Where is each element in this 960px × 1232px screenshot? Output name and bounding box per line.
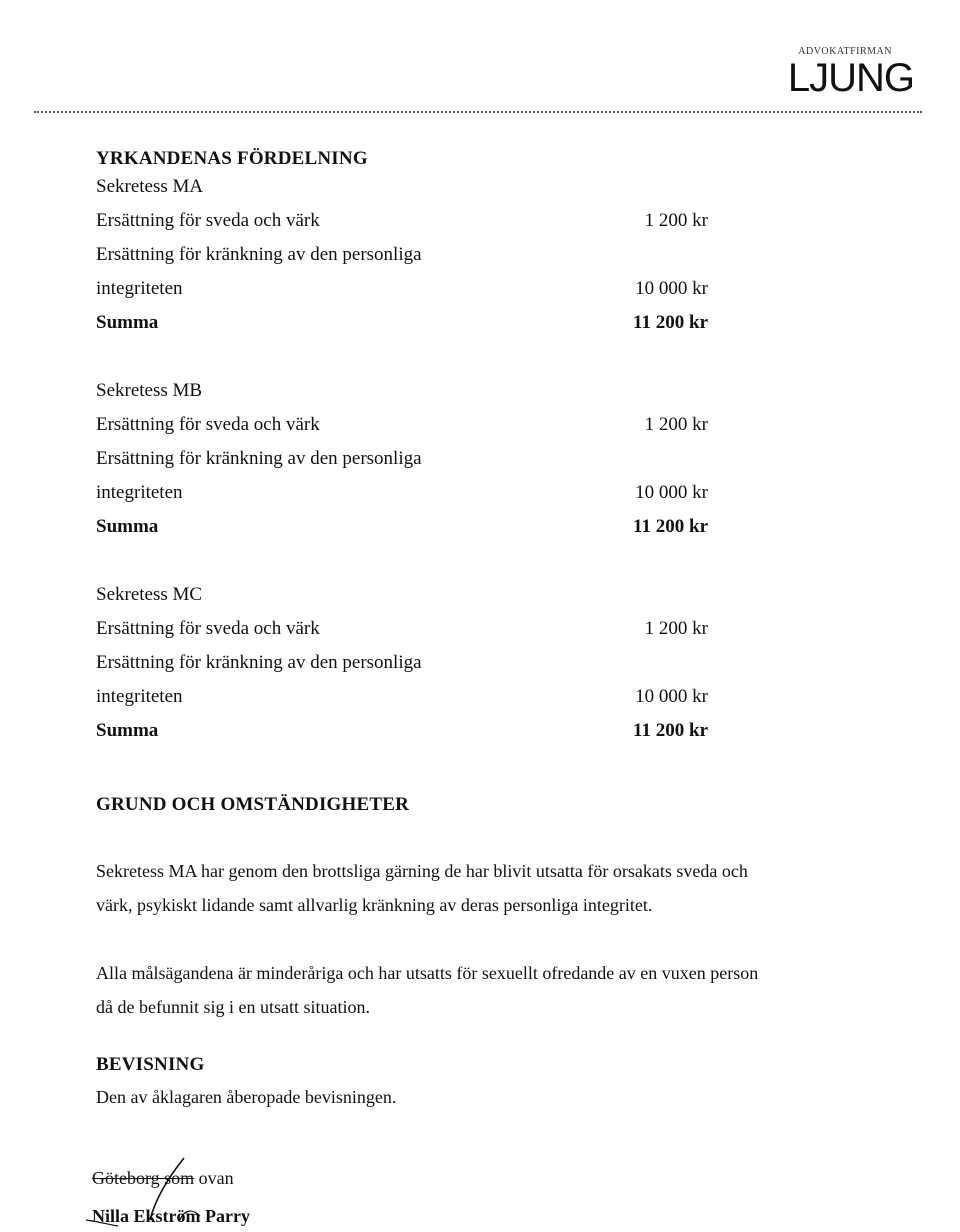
signature-place-struck: Göteborg som [92, 1168, 195, 1188]
sum-label: Summa [96, 516, 159, 537]
claim-row-violation-a [96, 442, 708, 476]
firm-logo-text: LJUNG [787, 56, 914, 100]
group-title: Sekretess MC [96, 584, 203, 605]
claim-group-mc [96, 578, 856, 748]
document-body [96, 148, 856, 1114]
claim-row-violation-b [96, 476, 708, 510]
sum-label: Summa [96, 312, 159, 333]
grounds-paragraph-2-line-1: Alla målsägandena är minderåriga och har utsatts för sexuellt ofredande av en vuxen person [96, 963, 759, 983]
claim-group-ma [96, 170, 856, 340]
claim-amount: 1 200 kr [644, 618, 708, 639]
claims-heading: YRKANDENAS FÖRDELNING [96, 148, 368, 169]
claim-label: integriteten [96, 686, 183, 707]
claim-label: Ersättning för sveda och värk [96, 210, 320, 231]
evidence-text: Den av åklagaren åberopade bevisningen. [96, 1087, 397, 1107]
claim-row-violation-a [96, 646, 708, 680]
sum-amount: 11 200 kr [633, 312, 708, 333]
claim-amount: 1 200 kr [644, 210, 708, 231]
claim-amount: 1 200 kr [644, 414, 708, 435]
claim-row-violation-b [96, 680, 708, 714]
claim-amount: 10 000 kr [635, 278, 708, 299]
signature-place-rest: ovan [194, 1168, 234, 1188]
header-divider [34, 111, 922, 113]
claim-row-pain [96, 612, 708, 646]
claim-label: Ersättning för sveda och värk [96, 414, 320, 435]
claim-label: integriteten [96, 278, 183, 299]
claim-group-mb [96, 374, 856, 544]
group-title-row [96, 578, 708, 612]
signatory-name: Nilla Ekström Parry [92, 1206, 250, 1226]
firm-label-small: ADVOKATFIRMAN [798, 46, 892, 57]
claim-sum-row [96, 510, 708, 544]
sum-amount: 11 200 kr [633, 720, 708, 741]
claim-row-pain [96, 408, 708, 442]
grounds-paragraph-1-line-2: värk, psykiskt lidande samt allvarlig kränkning av deras personliga integritet. [96, 895, 653, 915]
sum-amount: 11 200 kr [633, 516, 708, 537]
claim-label: Ersättning för kränkning av den personliga [96, 652, 422, 673]
evidence-heading: BEVISNING [96, 1054, 205, 1075]
claim-label: Ersättning för kränkning av den personliga [96, 448, 422, 469]
claim-row-pain [96, 204, 708, 238]
group-title: Sekretess MA [96, 176, 204, 197]
grounds-paragraph-1-line-1: Sekretess MA har genom den brottsliga gärning de har blivit utsatta för orsakats sveda och [96, 861, 748, 881]
group-title: Sekretess MB [96, 380, 203, 401]
claim-label: Ersättning för kränkning av den personliga [96, 244, 422, 265]
claim-label: integriteten [96, 482, 183, 503]
group-title-row [96, 170, 708, 204]
claim-row-violation-a [96, 238, 708, 272]
sum-label: Summa [96, 720, 159, 741]
claim-row-violation-b [96, 272, 708, 306]
grounds-heading: GRUND OCH OMSTÄNDIGHETER [96, 794, 410, 815]
claim-label: Ersättning för sveda och värk [96, 618, 320, 639]
signature-place [92, 1168, 234, 1189]
claim-amount: 10 000 kr [635, 482, 708, 503]
claim-amount: 10 000 kr [635, 686, 708, 707]
claim-sum-row [96, 714, 708, 748]
grounds-paragraph-2-line-2: då de befunnit sig i en utsatt situation. [96, 997, 370, 1017]
group-title-row [96, 374, 708, 408]
claim-sum-row [96, 306, 708, 340]
